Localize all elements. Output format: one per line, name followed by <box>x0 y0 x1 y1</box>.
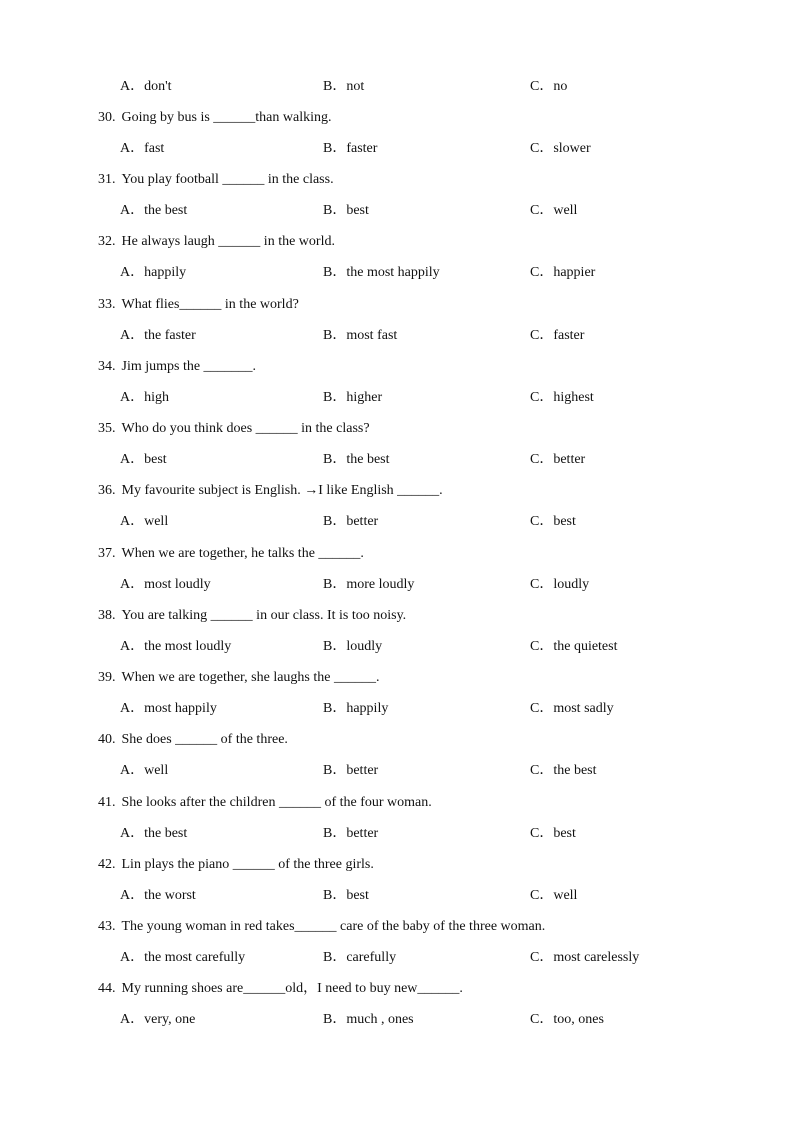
option-c: C．loudly <box>530 577 590 592</box>
question-stem: What flies______ in the world? <box>121 297 299 312</box>
question-number: 39. <box>98 670 116 685</box>
options-row <box>0 512 794 532</box>
option-c: C．better <box>530 452 586 467</box>
option-c: C．happier <box>530 265 596 280</box>
option-a: A．most loudly <box>120 577 211 592</box>
question-stem: Who do you think does ______ in the class? <box>121 421 370 436</box>
option-a: A．happily <box>120 265 187 280</box>
option-a: A．well <box>120 763 169 778</box>
question-stem: Lin plays the piano ______ of the three girls. <box>121 857 374 872</box>
question-number: 44. <box>98 981 116 996</box>
question-stem: You are talking ______ in our class. It is too noisy. <box>121 608 407 623</box>
question-number: 35. <box>98 421 116 436</box>
option-a: A．the worst <box>120 888 196 903</box>
question-number: 33. <box>98 297 116 312</box>
question-stem: When we are together, she laughs the ______. <box>121 670 380 685</box>
option-b: B．loudly <box>323 639 383 654</box>
question-number: 34. <box>98 359 116 374</box>
question-number: 31. <box>98 172 116 187</box>
option-c: C．slower <box>530 141 591 156</box>
option-a: A．high <box>120 390 169 405</box>
question-44 <box>98 979 794 999</box>
question-38 <box>98 606 794 626</box>
option-c: C．faster <box>530 328 585 343</box>
option-c: C．most sadly <box>530 701 614 716</box>
question-40 <box>98 730 794 750</box>
question-stem: My favourite subject is English. →I like English ______. <box>121 483 443 498</box>
options-row <box>0 139 794 159</box>
option-c: C．no <box>530 79 568 94</box>
question-33 <box>98 295 794 315</box>
option-a: A．the most carefully <box>120 950 246 965</box>
question-stem: She looks after the children ______ of the four woman. <box>121 795 432 810</box>
question-number: 36. <box>98 483 116 498</box>
options-row <box>0 326 794 346</box>
options-row <box>0 886 794 906</box>
option-c: C．most carelessly <box>530 950 640 965</box>
option-b: B．best <box>323 888 369 903</box>
option-b: B．better <box>323 826 379 841</box>
option-b: B．not <box>323 79 365 94</box>
question-stem: My running shoes are______old，I need to buy new______. <box>121 981 463 996</box>
option-a: A．the best <box>120 826 188 841</box>
option-b: B．best <box>323 203 369 218</box>
option-a: A．well <box>120 514 169 529</box>
option-a: A．the best <box>120 203 188 218</box>
option-a: A．the most loudly <box>120 639 232 654</box>
options-row <box>0 761 794 781</box>
option-c: C．best <box>530 826 576 841</box>
question-number: 30. <box>98 110 116 125</box>
question-30 <box>98 108 794 128</box>
question-43 <box>98 917 794 937</box>
question-number: 41. <box>98 795 116 810</box>
question-number: 40. <box>98 732 116 747</box>
option-b: B．the best <box>323 452 390 467</box>
question-42 <box>98 855 794 875</box>
question-stem: Going by bus is ______than walking. <box>121 110 332 125</box>
question-stem: The young woman in red takes______ care of the baby of the three woman. <box>121 919 546 934</box>
options-row <box>0 450 794 470</box>
option-b: B．higher <box>323 390 383 405</box>
question-stem: He always laugh ______ in the world. <box>121 234 335 249</box>
options-row <box>0 637 794 657</box>
option-b: B．more loudly <box>323 577 415 592</box>
option-a: A．best <box>120 452 167 467</box>
option-b: B．much , ones <box>323 1012 414 1027</box>
option-c: C．the best <box>530 763 597 778</box>
option-b: B．better <box>323 763 379 778</box>
options-row <box>0 263 794 283</box>
question-number: 43. <box>98 919 116 934</box>
option-b: B．happily <box>323 701 389 716</box>
option-a: A．don't <box>120 79 172 94</box>
option-b: B．carefully <box>323 950 397 965</box>
options-row <box>0 1010 794 1030</box>
option-c: C．too, ones <box>530 1012 604 1027</box>
question-number: 38. <box>98 608 116 623</box>
option-a: A．the faster <box>120 328 196 343</box>
option-c: C．highest <box>530 390 594 405</box>
question-37 <box>98 544 794 564</box>
option-a: A．most happily <box>120 701 217 716</box>
question-number: 42. <box>98 857 116 872</box>
option-b: B．the most happily <box>323 265 440 280</box>
question-32 <box>98 232 794 252</box>
options-row <box>0 77 794 97</box>
question-35 <box>98 419 794 439</box>
question-31 <box>98 170 794 190</box>
question-stem: She does ______ of the three. <box>121 732 288 747</box>
question-36 <box>98 481 794 501</box>
options-row <box>0 699 794 719</box>
option-c: C．well <box>530 203 578 218</box>
option-b: B．faster <box>323 141 378 156</box>
option-c: C．the quietest <box>530 639 618 654</box>
option-a: A．fast <box>120 141 165 156</box>
option-c: C．best <box>530 514 576 529</box>
question-stem: You play football ______ in the class. <box>121 172 334 187</box>
question-number: 37. <box>98 546 116 561</box>
options-row <box>0 575 794 595</box>
question-39 <box>98 668 794 688</box>
question-stem: Jim jumps the _______. <box>121 359 257 374</box>
question-stem: When we are together, he talks the ______. <box>121 546 364 561</box>
options-row <box>0 824 794 844</box>
options-row <box>0 948 794 968</box>
option-a: A．very, one <box>120 1012 196 1027</box>
question-number: 32. <box>98 234 116 249</box>
options-row <box>0 201 794 221</box>
question-34 <box>98 357 794 377</box>
options-row <box>0 388 794 408</box>
option-b: B．most fast <box>323 328 398 343</box>
option-c: C．well <box>530 888 578 903</box>
question-41 <box>98 793 794 813</box>
option-b: B．better <box>323 514 379 529</box>
